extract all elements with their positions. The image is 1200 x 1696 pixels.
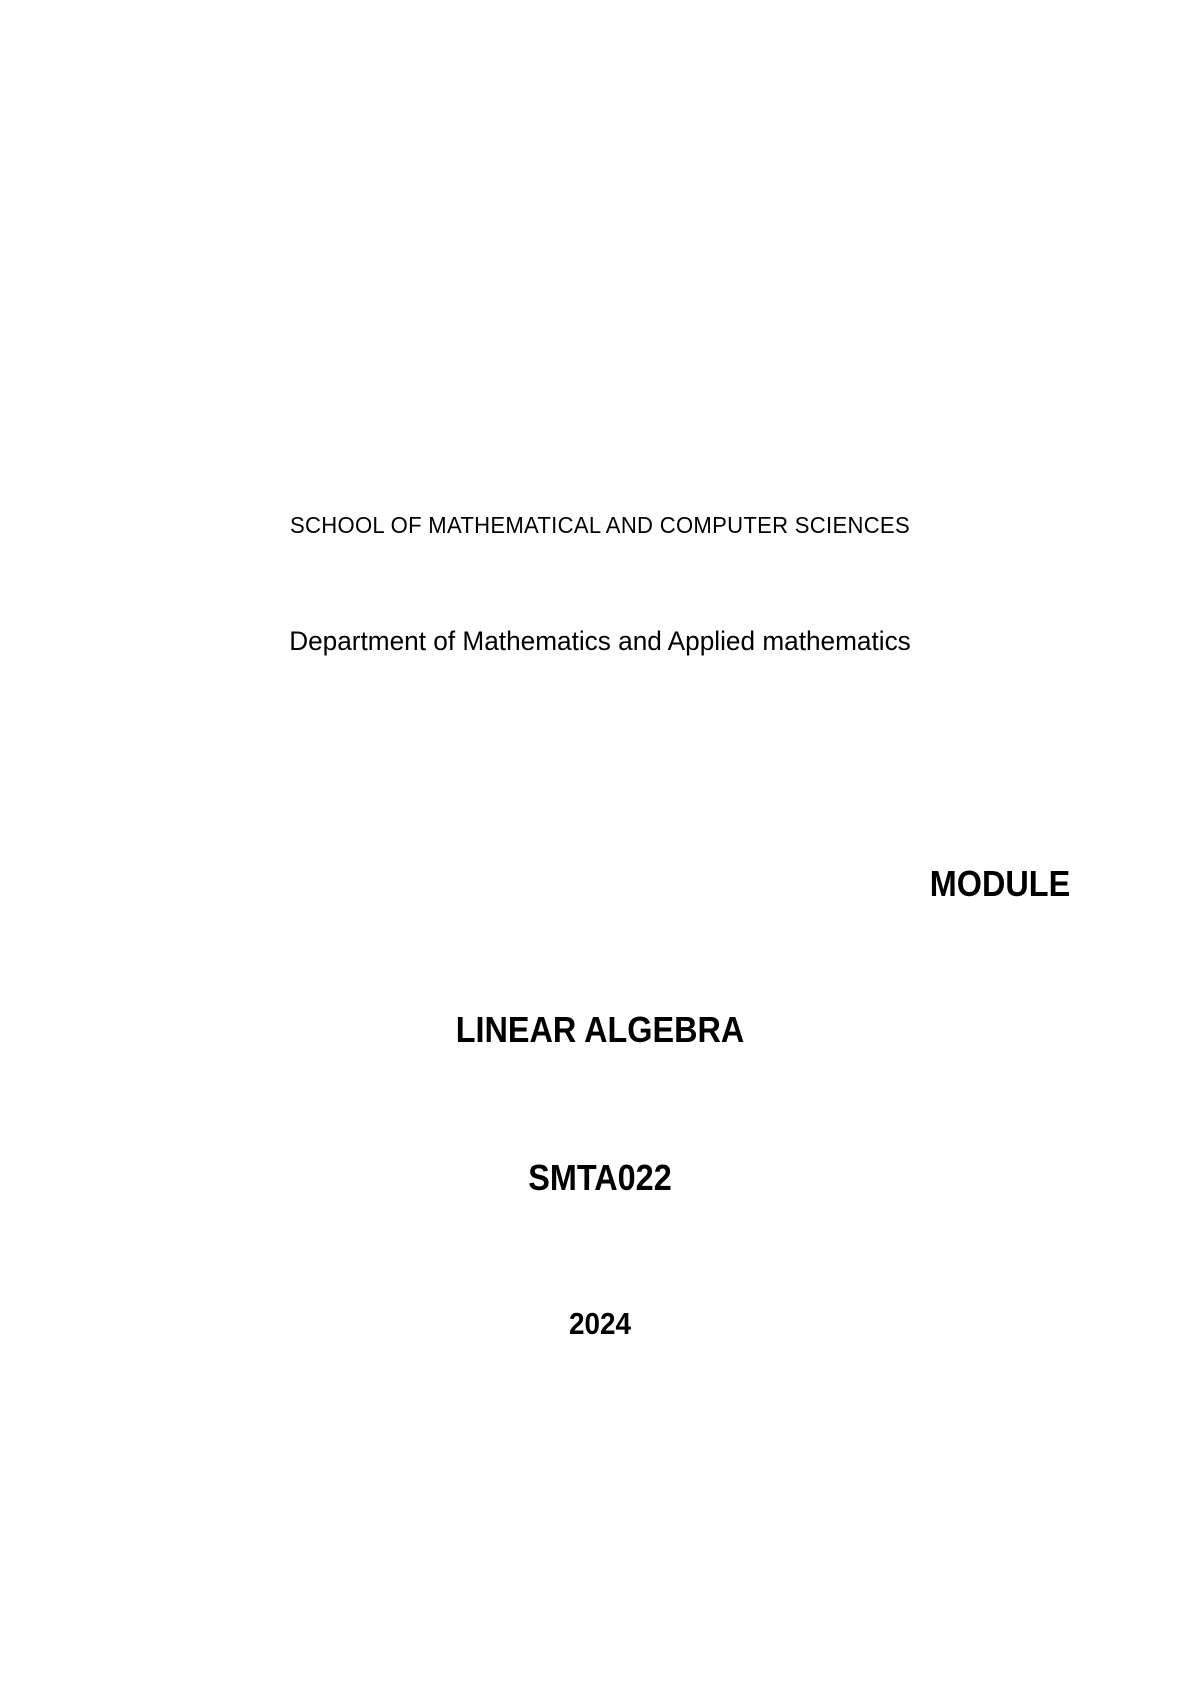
school-name: SCHOOL OF MATHEMATICAL AND COMPUTER SCIENCES bbox=[290, 512, 910, 538]
course-title: LINEAR ALGEBRA bbox=[455, 1009, 745, 1050]
department-name: Department of Mathematics and Applied mathematics bbox=[289, 626, 911, 656]
course-code: SMTA022 bbox=[528, 1157, 672, 1198]
module-label: MODULE bbox=[929, 863, 1071, 904]
year: 2024 bbox=[568, 1306, 632, 1341]
